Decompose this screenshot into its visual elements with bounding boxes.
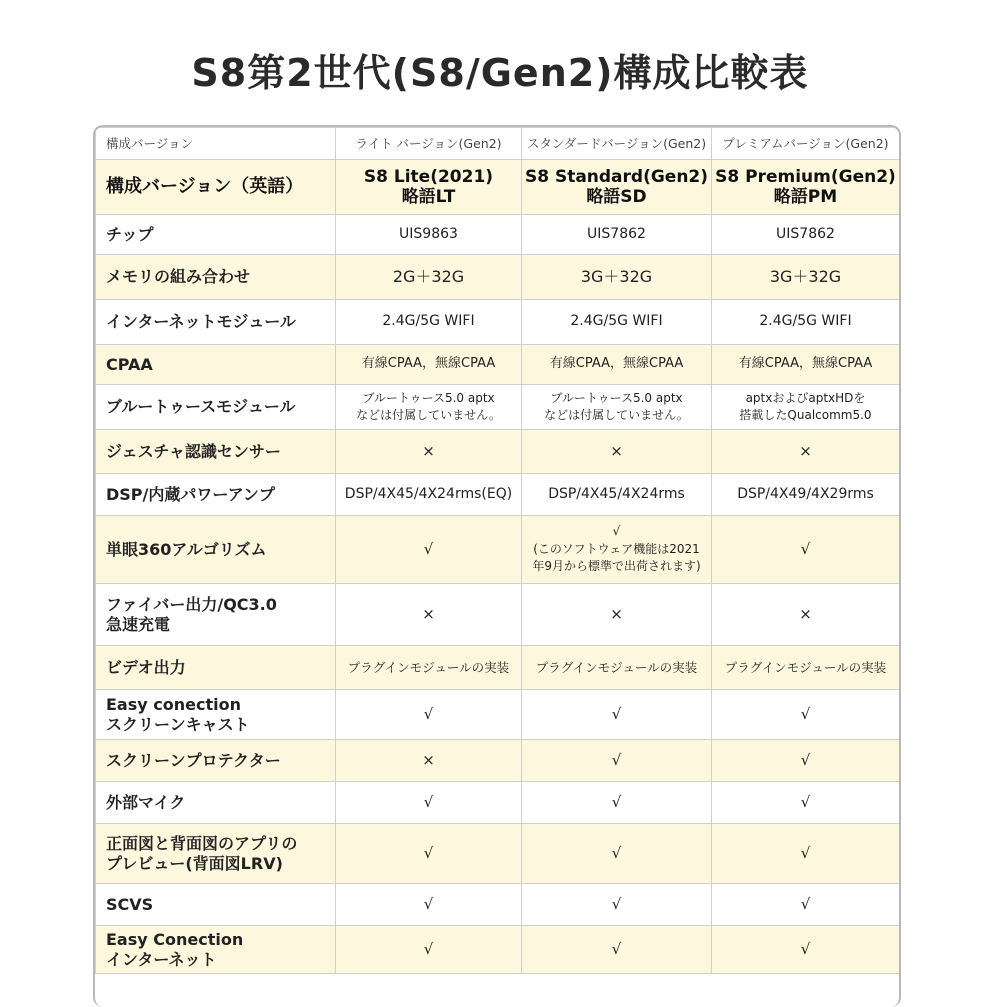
column-header-standard: スタンダードバージョン(Gen2): [522, 128, 712, 160]
check-mark: √: [712, 884, 900, 926]
table-row-fiber-output: [96, 584, 900, 646]
model-abbreviation: 略語PM: [773, 187, 838, 207]
table-row-monocular-360: [96, 516, 900, 584]
row-label: [96, 824, 336, 884]
table-row-cpaa: [96, 345, 900, 385]
check-mark: √: [800, 540, 811, 559]
table-cell: 2.4G/5G WIFI: [712, 300, 900, 345]
row-label: CPAA: [96, 345, 336, 385]
row-label: DSP/内蔵パワーアンプ: [96, 474, 336, 516]
model-name: S8 Premium(Gen2): [715, 166, 896, 187]
row-label: ブルートゥースモジュール: [96, 385, 336, 430]
row-label: チップ: [96, 215, 336, 255]
comparison-table: [93, 125, 901, 1007]
table-cell: [336, 516, 522, 584]
check-mark: √: [712, 740, 900, 782]
row-label: 構成バージョン: [96, 128, 336, 160]
row-label: スクリーンプロテクター: [96, 740, 336, 782]
cell-line: などは付属していません。: [356, 408, 501, 422]
table-cell: 有線CPAA，無線CPAA: [336, 345, 522, 385]
table-cell: 3G＋32G: [522, 255, 712, 300]
model-name: S8 Standard(Gen2): [524, 166, 709, 187]
table-cell: [336, 385, 522, 430]
check-mark: √: [336, 690, 522, 740]
check-mark: √: [522, 926, 712, 974]
check-mark: √: [612, 524, 621, 539]
table-cell: 有線CPAA，無線CPAA: [522, 345, 712, 385]
row-label-line: 急速充電: [106, 614, 171, 634]
model-name-premium: [712, 160, 900, 215]
column-header-lite: ライト バージョン(Gen2): [336, 128, 522, 160]
table-cell: [522, 385, 712, 430]
row-label: インターネットモジュール: [96, 300, 336, 345]
column-header-premium: プレミアムバージョン(Gen2): [712, 128, 900, 160]
page-title: S8第2世代(S8/Gen2)構成比較表: [191, 51, 809, 95]
check-mark: √: [522, 740, 712, 782]
table-row-easy-cast: [96, 690, 900, 740]
check-mark: √: [522, 690, 712, 740]
check-mark: √: [522, 824, 712, 884]
model-abbreviation: 略語SD: [586, 187, 647, 207]
cell-line: などは付属していません。: [544, 408, 689, 422]
cell-note: (このソフトウェア機能は2021: [533, 541, 700, 556]
cross-mark: ×: [712, 430, 900, 474]
row-label: [96, 584, 336, 646]
model-name-standard: [522, 160, 712, 215]
cell-line: ブルートゥース5.0 aptx: [550, 390, 683, 405]
table-row-dsp: [96, 474, 900, 516]
table-cell: UIS9863: [336, 215, 522, 255]
cell-line: ブルートゥース5.0 aptx: [362, 390, 495, 405]
check-mark: √: [336, 884, 522, 926]
table-row-scvs: [96, 884, 900, 926]
model-name-lite: [336, 160, 522, 215]
table-cell: プラグインモジュールの実装: [522, 646, 712, 690]
row-label: ビデオ出力: [96, 646, 336, 690]
row-label: [96, 926, 336, 974]
cross-mark: ×: [522, 430, 712, 474]
row-label: ジェスチャ認識センサー: [96, 430, 336, 474]
row-label: 外部マイク: [96, 782, 336, 824]
table-cell: DSP/4X45/4X24rms: [522, 474, 712, 516]
table-cell: UIS7862: [712, 215, 900, 255]
cell-line: aptxおよびaptxHDを: [745, 390, 866, 405]
check-mark: √: [336, 824, 522, 884]
table-row-internet-module: [96, 300, 900, 345]
table-row-version-english: [96, 160, 900, 215]
table-cell: 2.4G/5G WIFI: [522, 300, 712, 345]
table-row-easy-internet: [96, 926, 900, 974]
table-row-screen-protector: [96, 740, 900, 782]
table-cell: [522, 516, 712, 584]
cross-mark: ×: [336, 584, 522, 646]
check-mark: √: [712, 690, 900, 740]
row-label: SCVS: [96, 884, 336, 926]
table-row-gesture: [96, 430, 900, 474]
row-label: [96, 690, 336, 740]
row-label-line: Easy conection: [106, 694, 241, 714]
cross-mark: ×: [522, 584, 712, 646]
cell-note: 年9月から標準で出荷されます): [532, 559, 701, 574]
check-mark: √: [522, 782, 712, 824]
cross-mark: ×: [336, 430, 522, 474]
cell-line: 搭載したQualcomm5.0: [739, 408, 872, 422]
table-row-version-header: [96, 128, 900, 160]
table-cell: プラグインモジュールの実装: [336, 646, 522, 690]
table-cell: [712, 516, 900, 584]
row-label: 構成バージョン（英語）: [96, 160, 336, 215]
table-row-chip: [96, 215, 900, 255]
table-cell: 有線CPAA，無線CPAA: [712, 345, 900, 385]
check-mark: √: [336, 926, 522, 974]
table-cell: DSP/4X45/4X24rms(EQ): [336, 474, 522, 516]
check-mark: √: [712, 782, 900, 824]
check-mark: √: [522, 884, 712, 926]
row-label-line: プレビュー(背面図LRV): [106, 853, 283, 873]
table-cell: 2G＋32G: [336, 255, 522, 300]
table-row-external-mic: [96, 782, 900, 824]
model-name: S8 Lite(2021): [363, 166, 494, 187]
row-label-line: 正面図と背面図のアプリの: [106, 833, 298, 853]
table-row-memory: [96, 255, 900, 300]
row-label: メモリの組み合わせ: [96, 255, 336, 300]
row-label-line: ファイバー出力/QC3.0: [106, 594, 277, 614]
table-cell: [712, 385, 900, 430]
row-label-line: スクリーンキャスト: [106, 714, 250, 734]
table-row-app-preview: [96, 824, 900, 884]
check-mark: √: [712, 926, 900, 974]
check-mark: √: [712, 824, 900, 884]
table-row-video-output: [96, 646, 900, 690]
check-mark: √: [423, 540, 434, 559]
row-label-line: インターネット: [106, 949, 217, 969]
table-cell: プラグインモジュールの実装: [712, 646, 900, 690]
table-cell: 2.4G/5G WIFI: [336, 300, 522, 345]
row-label: 単眼360アルゴリズム: [96, 516, 336, 584]
table-cell: DSP/4X49/4X29rms: [712, 474, 900, 516]
table-row-bluetooth: [96, 385, 900, 430]
check-mark: √: [336, 782, 522, 824]
cross-mark: ×: [712, 584, 900, 646]
table-cell: UIS7862: [522, 215, 712, 255]
row-label-line: Easy Conection: [106, 929, 244, 949]
table-cell: 3G＋32G: [712, 255, 900, 300]
model-abbreviation: 略語LT: [401, 187, 456, 207]
cross-mark: ×: [336, 740, 522, 782]
